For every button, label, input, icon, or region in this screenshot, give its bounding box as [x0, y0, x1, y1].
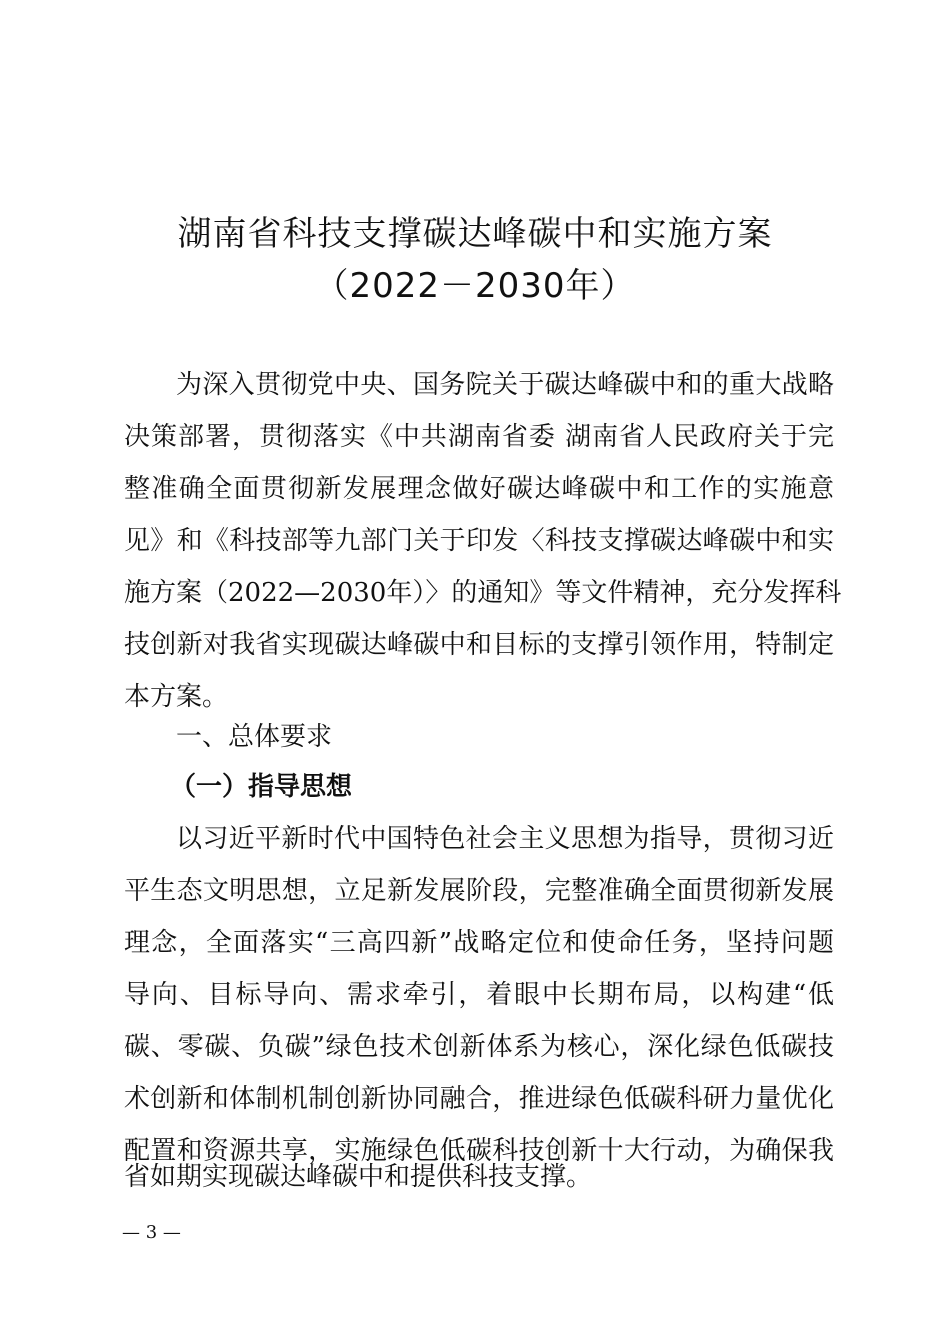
document-title: 湖南省科技支撑碳达峰碳中和实施方案 — [177, 214, 773, 254]
guiding-line: 以习近平新时代中国特色社会主义思想为指导，贯彻习近 — [176, 824, 834, 854]
intro-line: 施方案（2022—2030年）〉的通知》等文件精神，充分发挥科 — [124, 578, 842, 608]
intro-line: 技创新对我省实现碳达峰碳中和目标的支撑引领作用，特制定 — [124, 630, 834, 660]
intro-line: 整准确全面贯彻新发展理念做好碳达峰碳中和工作的实施意 — [124, 474, 834, 504]
guiding-line: 理念，全面落实“三高四新”战略定位和使命任务，坚持问题 — [124, 928, 834, 958]
intro-line: 为深入贯彻党中央、国务院关于碳达峰碳中和的重大战略 — [176, 370, 834, 400]
intro-line: 决策部署，贯彻落实《中共湖南省委 湖南省人民政府关于完 — [124, 422, 834, 452]
page-number: — 3 — — [122, 1222, 181, 1243]
guiding-line: 省如期实现碳达峰碳中和提供科技支撑。 — [124, 1162, 593, 1192]
subsection-heading: （一）指导思想 — [170, 772, 353, 802]
guiding-line: 配置和资源共享，实施绿色低碳科技创新十大行动，为确保我 — [124, 1136, 834, 1166]
guiding-line: 碳、零碳、负碳”绿色技术创新体系为核心，深化绿色低碳技 — [124, 1032, 834, 1062]
document-title-years: （2022－2030年） — [314, 266, 636, 306]
guiding-line: 导向、目标导向、需求牵引，着眼中长期布局，以构建“低 — [124, 980, 834, 1010]
intro-line: 本方案。 — [124, 682, 229, 712]
guiding-line: 术创新和体制机制创新协同融合，推进绿色低碳科研力量优化 — [124, 1084, 834, 1114]
section-heading: 一、总体要求 — [176, 722, 333, 752]
intro-line: 见》和《科技部等九部门关于印发〈科技支撑碳达峰碳中和实 — [124, 526, 834, 556]
guiding-line: 平生态文明思想，立足新发展阶段，完整准确全面贯彻新发展 — [124, 876, 834, 906]
